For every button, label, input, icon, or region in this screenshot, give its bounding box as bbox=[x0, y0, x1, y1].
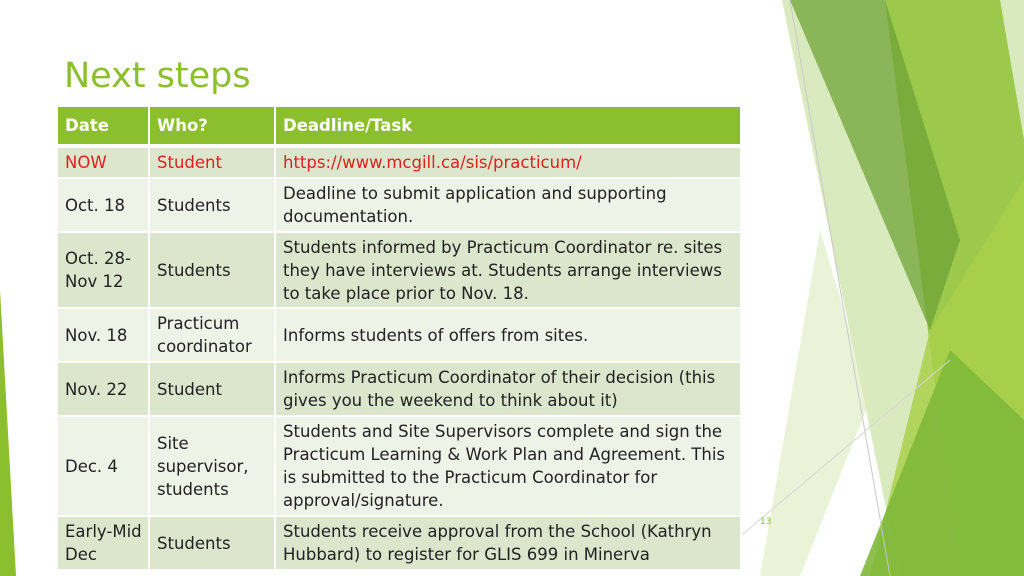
row-who: Student bbox=[149, 362, 275, 416]
row-date: Early-Mid Dec bbox=[57, 516, 149, 570]
row-task: Informs Practicum Coordinator of their decision (this gives you the weekend to think about it) bbox=[275, 362, 741, 416]
row-who: Site supervisor, students bbox=[149, 416, 275, 516]
row-who: Students bbox=[149, 178, 275, 232]
table-row bbox=[57, 516, 741, 570]
deco-left-facet bbox=[0, 290, 16, 576]
row-date: Dec. 4 bbox=[57, 416, 149, 516]
table-row bbox=[57, 232, 741, 308]
table-row bbox=[57, 416, 741, 516]
row-task: Students receive approval from the School (Kathryn Hubbard) to register for GLIS 699 in Minerva bbox=[275, 516, 741, 570]
row-who: Students bbox=[149, 516, 275, 570]
next-steps-table bbox=[56, 105, 742, 571]
row-who: Practicum coordinator bbox=[149, 308, 275, 362]
table-row bbox=[57, 362, 741, 416]
table-header-row bbox=[57, 106, 741, 146]
slide-number: 13 bbox=[760, 517, 772, 527]
row-date: NOW bbox=[57, 146, 149, 178]
row-task: Students and Site Supervisors complete and sign the Practicum Learning & Work Plan and Agreement. This is submitted to the Practicum Coordinator for approval/signature. bbox=[275, 416, 741, 516]
row-who: Student bbox=[149, 146, 275, 178]
table-row bbox=[57, 308, 741, 362]
row-task: Deadline to submit application and supporting documentation. bbox=[275, 178, 741, 232]
row-task: Informs students of offers from sites. bbox=[275, 308, 741, 362]
row-who: Students bbox=[149, 232, 275, 308]
header-who: Who? bbox=[149, 106, 275, 146]
row-date: Nov. 18 bbox=[57, 308, 149, 362]
header-task: Deadline/Task bbox=[275, 106, 741, 146]
row-task: Students informed by Practicum Coordinator re. sites they have interviews at. Students arrange interviews to take place prior to Nov. 18. bbox=[275, 232, 741, 308]
row-date: Oct. 28-Nov 12 bbox=[57, 232, 149, 308]
row-date: Oct. 18 bbox=[57, 178, 149, 232]
row-date: Nov. 22 bbox=[57, 362, 149, 416]
row-task-link[interactable]: https://www.mcgill.ca/sis/practicum/ bbox=[275, 146, 741, 178]
table-row bbox=[57, 146, 741, 178]
header-date: Date bbox=[57, 106, 149, 146]
slide-title: Next steps bbox=[64, 56, 251, 96]
table-row bbox=[57, 178, 741, 232]
